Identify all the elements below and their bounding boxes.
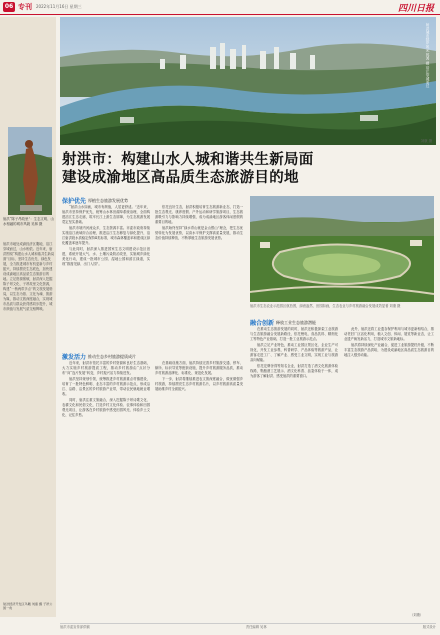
headline	[62, 151, 434, 187]
section-1-key: 保护优先	[62, 198, 87, 205]
section-3-title: 释放工业生态旅游潜能	[276, 319, 317, 325]
section-2-key: 激发活力	[62, 354, 87, 361]
section-label: 专刊	[18, 3, 32, 11]
section-3-column-b	[344, 327, 434, 359]
top-photo-caption: 射洪城市绿岸风光 郭鸿 摄 涪江穿城而过	[426, 23, 430, 88]
footer-center: 责任编辑 吴林	[245, 625, 267, 629]
headline-line-2: 建设成渝地区高品质生态旅游目的地	[62, 169, 299, 186]
sidebar-panel	[0, 17, 56, 617]
paragraph: 射洪市境内河流众多，生态资源丰富。市委市政府持续实施涪江流域综合治理，推进沿江生态修复与绿化提升，涪江射洪段水质稳定保持Ⅱ类标准，城市森林覆盖率和建成区绿化覆盖率逐年提升。	[62, 226, 150, 245]
paragraph: 在基础设施方面，射洪持续完善乡村旅游交通、停车、厕所、标识导览等配套设施，提升乡村旅游服务品质，推动乡村旅游品牌化、标准化、规范化发展。	[155, 361, 243, 375]
aerial-city-photo	[60, 17, 436, 145]
ecology-park-photo	[250, 196, 434, 302]
sidebar-footer: 射洪经济开发区鸟瞰 刘康 摄 子昂公园一角	[3, 602, 53, 611]
paragraph: 下一步，射洪将继续推进农文旅深度融合，做优做强乡村旅游，持续擦亮生态乡村旅游名片，以乡村旅游高质量发展助推乡村全面振兴。	[155, 377, 243, 391]
headline-line-1: 射洪市：构建山水人城和谐共生新局面	[62, 151, 314, 168]
paragraph: 近年来，射洪市依托丰富的乡村资源和良好生态基础，大力实施乡村旅游提质工程，推动乡村旅游由“点状分布”向“连片发展”转变，乡村振兴活力持续迸发。	[62, 361, 150, 375]
section-3-key: 融合创新	[250, 320, 275, 327]
page-number: 06	[4, 3, 14, 10]
footer-right: 版式设计	[422, 625, 436, 629]
top-photo-credit: 刘康 摄	[420, 138, 432, 143]
paragraph: 射洪立足产业特色，推动工业园区景区化、企业生产可视化，开发工业参观、科普研学、产品体验等旅游产品，让游客走进工厂、了解产业、感受工业文明，实现工业与旅游双向赋能。	[250, 343, 338, 362]
masthead	[0, 0, 440, 15]
statue-photo	[8, 127, 52, 215]
section-3-subhead	[250, 318, 316, 327]
article-byline: （刘康）	[410, 613, 424, 617]
page-footer	[60, 623, 436, 634]
section-2-column-a	[62, 361, 150, 419]
section-2-subhead	[62, 352, 136, 361]
paragraph: 同时，射洪注重文旅融合，深入挖掘陈子昂诗歌文化、农耕文化和民俗文化，打造乡村文化体验、农事体验和田园观光项目，让游客在乡村旅游中感受田园风光、体验乡土文化、记住乡愁。	[62, 398, 150, 417]
paragraph: 射洪将持续深化产业融合，促进工业旅游提档升级，不断丰富生态旅游产品供给，为建设成渝地区高品质生态旅游目的地注入强劲动能。	[344, 343, 434, 357]
paragraph: 依托良好生态，射洪积极培育生态旅游新业态，打造一批生态观光、康养度假、户外运动和研学旅游项目，生态旅游吸引力与影响力持续增强，成为成渝地区游客休闲度假的重要目的地。	[155, 205, 243, 224]
paragraph: 此外，射洪还将工业遗存保护利用与城市更新相结合，推动老旧厂区活化利用，植入文创、休闲、展览等新业态，让工业遗产焕发新活力，打造城市文旅新地标。	[344, 327, 434, 341]
ecology-photo-caption: 射洪市生态农业示范园区航拍图，绿意盎然、田园如画，生态农业与乡村旅游融合发展成效显著 刘康 摄	[250, 304, 401, 308]
section-1-title: 厚植生态旅游发展优势	[88, 197, 129, 203]
paragraph: 射洪始终坚持“绿水青山就是金山银山”理念，把生态优势转化为发展优势，以高水平保护支撑高质量发展，推动生态价值持续释放，不断厚植生态旅游发展优势。	[155, 226, 243, 240]
section-1-column-a	[62, 205, 150, 268]
paragraph: “射洪山水如画，城市有颜值，人居更舒适。”近年来，射洪市坚持保护优先，统筹山水林田湖草系统治理，全面构建涪江生态走廊，筑牢长江上游生态屏障，为生态旅游发展奠定坚实基础。	[62, 205, 150, 224]
paragraph: 射洪坚持规划引领，统筹推进乡村旅游重点村镇建设，培育了一批特色鲜明、业态丰富的乡村旅游示范点，形成沿江、沿路、沿景区的乡村旅游产业带，带动农民就地就业增收。	[62, 377, 150, 396]
section-1-subhead	[62, 196, 128, 205]
section-1-column-b	[155, 205, 243, 242]
paragraph: 在推动生态旅游发展的同时，射洪还积极探索工业旅游与生态旅游融合发展新路径，依托锂电、食品饮料、精细化工等特色产业基础，打造一批工业旅游示范点。	[250, 327, 338, 341]
paragraph: 依托沱牌舍得等知名企业，射洪打造了酒文化旅游体验线路，集酿酒工艺展示、酒文化科普、品鉴体验于一体，成为游客了解射洪、感受射洪的重要窗口。	[250, 364, 338, 378]
section-3-column-a	[250, 327, 338, 380]
section-2-title: 推动生态乡村旅游提质成片	[88, 353, 137, 359]
sidebar-body: 射洪市地处成渝经济区腹地，涪江穿城而过，山水相依。近年来，射洪围绕“构建山水人城和谐共生新局面”目标，坚持生态优先、绿色发展，全力推进城市有机更新与乡村振兴，持续擦亮生态底色，加快建设成渝地区高品质生态旅游目的地。立足资源禀赋，射洪深入挖掘陈子昂文化、子昂故里文化资源，构建“一核两带多点”的文旅发展格局，以生态为基、文化为魂、旅游为媒，推动文旅深度融合，实现城市品质与群众获得感同步提升，城市颜值与发展气质交相辉映。	[3, 242, 55, 311]
newspaper-logo: 四川日报	[397, 4, 434, 14]
sidebar-caption: 射洪“陈子昂故里”：生态文明、山水相融的城市风貌 吴林 摄	[3, 217, 54, 226]
footer-left: 射洪市委宣传部供稿	[60, 625, 90, 629]
paragraph: 与此同时，射洪深入推进国家生态文明建设示范区创建，系统开展大气、水、土壤污染防治攻坚，实施城乡绿化美化行动，建成一批城市公园、湿地公园和滨江绿道，实现“推窗见绿、出门入园”。	[62, 247, 150, 266]
section-2-column-b	[155, 361, 243, 393]
issue-date: 2022年11月16日 星期三	[36, 4, 82, 9]
